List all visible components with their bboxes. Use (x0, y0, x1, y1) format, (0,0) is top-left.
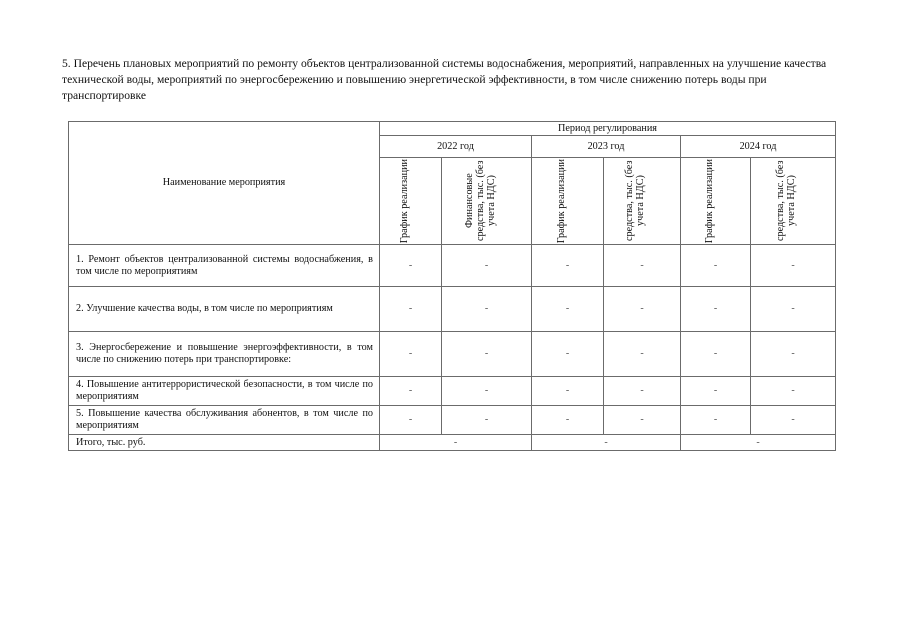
year-header-2022: 2022 год (380, 136, 532, 158)
cell-value: - (442, 332, 532, 377)
cell-value: - (380, 377, 442, 406)
cell-value: - (604, 377, 681, 406)
cell-value: - (681, 377, 751, 406)
cell-value: - (604, 332, 681, 377)
section-heading: 5. Перечень плановых мероприятий по ремонту объектов централизованной системы водоснабжения, мероприятий, направленных на улучшение качества технической воды, мероприятий по энергосбережению и повышению энергетической эффективности, в том числе снижению потерь воды при транспортировке (62, 57, 827, 102)
cell-value: - (604, 406, 681, 435)
cell-value: - (532, 406, 604, 435)
cell-value: - (604, 287, 681, 332)
period-header: Период регулирования (380, 122, 836, 136)
table-row (69, 332, 836, 377)
year-header-2024: 2024 год (681, 136, 836, 158)
cell-value: - (532, 332, 604, 377)
cell-value: - (751, 406, 836, 435)
cell-value: - (751, 287, 836, 332)
total-label: Итого, тыс. руб. (69, 435, 380, 451)
row-name: 2. Улучшение качества воды, в том числе по мероприятиям (69, 287, 380, 332)
cell-value: - (442, 377, 532, 406)
cell-value: - (380, 332, 442, 377)
subheader-finance-2024: средства, тыс. (без учета НДС) (751, 158, 836, 245)
row-name: 3. Энергосбережение и повышение энергоэффективности, в том числе по снижению потерь при транспортировке: (69, 332, 380, 377)
total-value-2022: - (380, 435, 532, 451)
cell-value: - (380, 406, 442, 435)
table-row (69, 377, 836, 406)
total-value-2024: - (681, 435, 836, 451)
row-name: 4. Повышение антитеррористической безопасности, в том числе по мероприятиям (69, 377, 380, 406)
cell-value: - (751, 377, 836, 406)
total-value-2023: - (532, 435, 681, 451)
name-column-header: Наименование мероприятия (69, 122, 380, 245)
total-row (69, 435, 836, 451)
subheader-finance-2022: Финансовые средства, тыс. (без учета НДС) (442, 158, 532, 245)
cell-value: - (442, 287, 532, 332)
table-row (69, 245, 836, 287)
row-name: 1. Ремонт объектов централизованной системы водоснабжения, в том числе по мероприятиям (69, 245, 380, 287)
cell-value: - (681, 245, 751, 287)
subheader-schedule-2023: График реализации (532, 158, 604, 245)
row-name: 5. Повышение качества обслуживания абонентов, в том числе по мероприятиям (69, 406, 380, 435)
cell-value: - (751, 332, 836, 377)
table-row (69, 406, 836, 435)
cell-value: - (681, 332, 751, 377)
subheader-schedule-2022: График реализации (380, 158, 442, 245)
cell-value: - (751, 245, 836, 287)
cell-value: - (442, 406, 532, 435)
cell-value: - (532, 245, 604, 287)
table-row (69, 287, 836, 332)
year-header-2023: 2023 год (532, 136, 681, 158)
cell-value: - (681, 406, 751, 435)
cell-value: - (532, 287, 604, 332)
plan-table (68, 121, 836, 451)
cell-value: - (442, 245, 532, 287)
cell-value: - (380, 245, 442, 287)
subheader-finance-2023: средства, тыс. (без учета НДС) (604, 158, 681, 245)
cell-value: - (532, 377, 604, 406)
cell-value: - (604, 245, 681, 287)
cell-value: - (380, 287, 442, 332)
subheader-schedule-2024: График реализации (681, 158, 751, 245)
cell-value: - (681, 287, 751, 332)
